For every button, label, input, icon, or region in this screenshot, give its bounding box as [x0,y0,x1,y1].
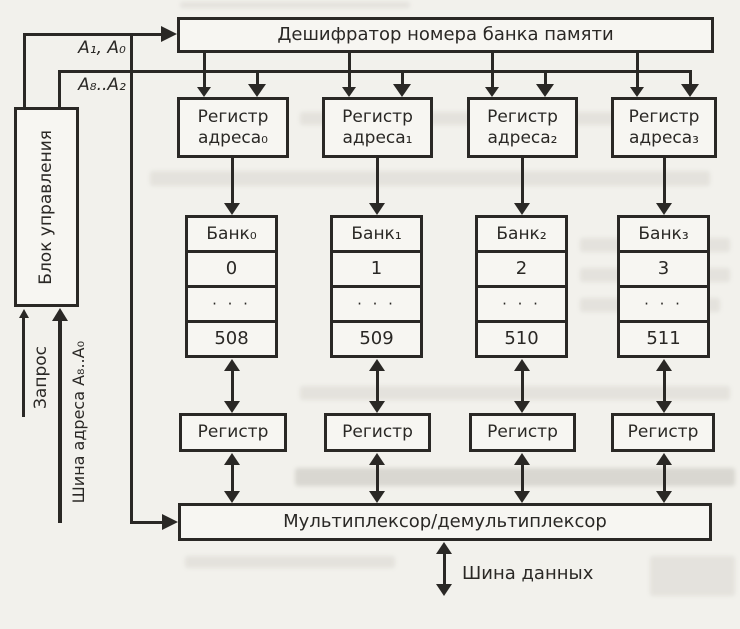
bank-box-1 [330,215,423,358]
register-box-3 [611,413,715,452]
decoder-box [177,17,714,53]
mux-label: Мультиплексор/демультиплексор [283,511,607,533]
scan-bleedthrough-artifact [150,171,710,186]
mux-select-elbow-line [130,521,162,524]
bank-header: Банк₃ [638,223,689,244]
bank-reg-arrowhead-down-icon [224,401,240,413]
reg-to-bank-line-1 [376,158,379,204]
bank-reg-line-1 [376,369,379,403]
register-box-2 [469,413,576,452]
reg-mux-arrowhead-down-icon [369,491,385,503]
bank-header: Банк₁ [351,223,402,244]
decoder-select-line-1 [348,53,351,89]
mux-select-arrowhead-icon [162,514,178,530]
decoder-select-arrowhead-icon [197,87,211,97]
bank-reg-line-0 [231,369,234,403]
control-unit-box [14,107,79,307]
reg-mux-line-3 [663,463,666,492]
a1a0-arrowhead-icon [161,26,177,42]
bank-header: Банк₂ [496,223,547,244]
address-register-label: Регистр адреса₀ [197,107,269,148]
bank-cell: 2 [478,250,565,285]
a1a0-control-leg-line [23,33,26,109]
mux-box [178,503,712,541]
decoder-select-line-3 [636,53,639,89]
mux-select-line [130,33,133,524]
bank-cell: 509 [333,320,420,355]
register-label: Регистр [342,422,413,443]
scan-bleedthrough-artifact [295,468,735,486]
bank-cell-ellipsis: · · · [188,285,275,320]
reg-to-bank-line-0 [231,158,234,204]
reg-mux-arrowhead-down-icon [656,491,672,503]
reg-mux-arrowhead-down-icon [514,491,530,503]
scan-bleedthrough-artifact [650,556,735,596]
address-register-box-1 [322,97,433,158]
reg-to-bank-arrowhead-icon [369,203,385,215]
bank-reg-arrowhead-down-icon [656,401,672,413]
address-drop-arrowhead-icon [248,84,266,97]
bank-cell: 510 [478,320,565,355]
decoder-select-arrowhead-icon [630,87,644,97]
address-register-box-0 [177,97,289,158]
address-bus-label: Шина адреса A₈..A₀ [68,341,88,504]
reg-to-bank-arrowhead-icon [656,203,672,215]
reg-mux-line-0 [231,463,234,492]
register-label: Регистр [627,422,699,443]
bank-box-2 [475,215,568,358]
reg-mux-line-1 [376,463,379,492]
address-drop-arrowhead-icon [393,84,411,97]
bank-cell-ellipsis: · · · [620,285,707,320]
scan-bleedthrough-artifact [180,2,410,8]
register-label: Регистр [197,422,269,443]
bank-cell: 511 [620,320,707,355]
bank-reg-line-2 [521,369,524,403]
scan-bleedthrough-artifact [185,556,395,568]
control-unit-label: Блок управления [36,129,57,285]
a8a2-bus-line [58,70,692,73]
bank-reg-arrowhead-down-icon [514,401,530,413]
bank-cell-ellipsis: · · · [478,285,565,320]
bank-reg-line-3 [663,369,666,403]
reg-to-bank-line-3 [663,158,666,204]
address-register-label: Регистр адреса₁ [342,107,413,148]
bank-cell: 508 [188,320,275,355]
register-box-1 [324,413,431,452]
reg-mux-line-2 [521,463,524,492]
bank-header: Банк₀ [206,223,257,244]
decoder-label: Дешифратор номера банка памяти [277,24,614,46]
address-register-label: Регистр адреса₂ [487,107,558,148]
a8a2-label: A₈..A₂ [78,75,126,95]
decoder-select-arrowhead-icon [342,87,356,97]
address-register-label: Регистр адреса₃ [628,107,700,148]
bank-cell: 3 [620,250,707,285]
address-register-box-2 [467,97,578,158]
address-drop-arrowhead-icon [681,84,699,97]
bank-reg-arrowhead-down-icon [369,401,385,413]
reg-to-bank-line-2 [521,158,524,204]
bank-cell: 1 [333,250,420,285]
request-label: Запрос [31,345,51,409]
reg-to-bank-arrowhead-icon [224,203,240,215]
data-bus-line [443,552,446,586]
data-bus-arrowhead-down-icon [436,584,452,596]
data-bus-label: Шина данных [462,563,594,584]
a1a0-label: A₁, A₀ [78,38,126,58]
bank-cell: 0 [188,250,275,285]
a8a2-control-leg-line [58,70,61,109]
bank-cell-ellipsis: · · · [333,285,420,320]
a1a0-bus-line [23,33,163,36]
register-box-0 [179,413,287,452]
address-bus-line [58,319,62,523]
reg-mux-arrowhead-down-icon [224,491,240,503]
bank-box-3 [617,215,710,358]
request-arrowhead-icon [19,309,29,318]
address-drop-arrowhead-icon [536,84,554,97]
register-label: Регистр [487,422,558,443]
request-line [22,317,25,417]
bank-box-0 [185,215,278,358]
decoder-select-line-0 [203,53,206,89]
decoder-select-line-2 [491,53,494,89]
address-register-box-3 [611,97,717,158]
decoder-select-arrowhead-icon [485,87,499,97]
reg-to-bank-arrowhead-icon [514,203,530,215]
